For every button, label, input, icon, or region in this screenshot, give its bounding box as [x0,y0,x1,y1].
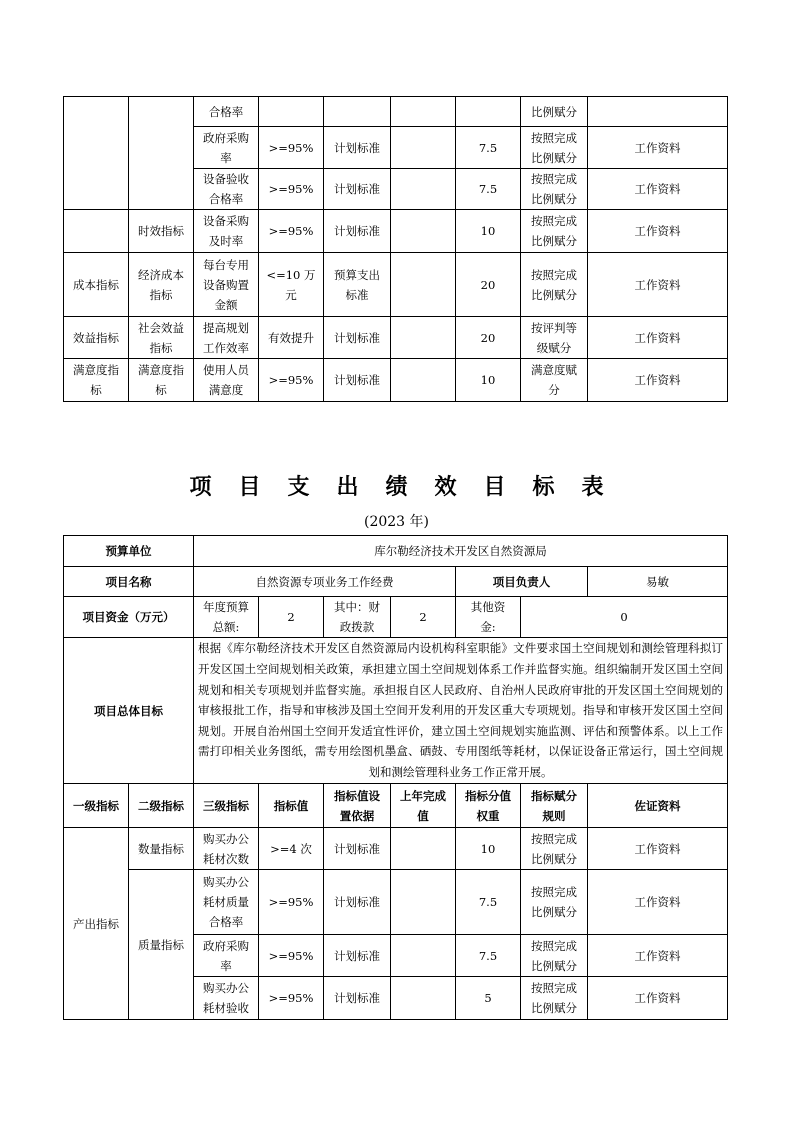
l1-cell: 效益指标 [64,317,129,359]
table-row [64,97,728,127]
table-row [64,870,728,935]
table-row [64,828,728,870]
page-title: 项目支出绩效目标表 [189,474,631,500]
rule-cell: 按照完成 比例赋分 [521,253,588,317]
weight-cell: 10 [456,359,521,402]
basis-cell: 计划标准 [324,317,391,359]
budget-unit-row [64,536,728,567]
prev-cell [391,870,456,935]
l1-cell: 成本指标 [64,253,129,317]
evidence-cell: 工作资料 [588,169,728,210]
project-name-value: 自然资源专项业务工作经费 [194,567,456,597]
l3-cell: 设备验收 合格率 [194,169,259,210]
evidence-cell: 工作资料 [588,127,728,169]
l2-cell: 社会效益 指标 [129,317,194,359]
project-funds-row [64,597,728,638]
l3-cell: 购买办公 耗材验收 [194,977,259,1020]
project-leader-label: 项目负责人 [456,567,588,597]
indicator-table-continued [63,96,728,402]
l2-cell: 满意度指 标 [129,359,194,402]
basis-cell: 计划标准 [324,127,391,169]
basis-cell: 计划标准 [324,935,391,977]
value-cell: >=95% [259,359,324,402]
weight-cell: 20 [456,253,521,317]
header-prev: 上年完成 值 [391,784,456,828]
table-row [64,317,728,359]
l3-cell: 使用人员 满意度 [194,359,259,402]
basis-cell: 计划标准 [324,210,391,253]
l3-cell: 购买办公 耗材质量 合格率 [194,870,259,935]
weight-cell [456,97,521,127]
annual-budget-label: 年度预算 总额: [194,597,259,638]
l2-cell: 质量指标 [129,870,194,1020]
l1-cell: 产出指标 [64,828,129,1020]
project-funds-label: 项目资金（万元） [64,597,194,638]
header-l2: 二级指标 [129,784,194,828]
l2-cell: 数量指标 [129,828,194,870]
weight-cell: 7.5 [456,935,521,977]
value-cell: <=10 万元 [259,253,324,317]
value-cell: >=95% [259,169,324,210]
fiscal-funds-label: 其中：财 政拨款 [324,597,391,638]
prev-cell [391,97,456,127]
budget-unit-value: 库尔勒经济技术开发区自然资源局 [194,536,728,567]
rule-cell: 按照完成 比例赋分 [521,210,588,253]
rule-cell: 按评判等 级赋分 [521,317,588,359]
table-row [64,359,728,402]
basis-cell: 预算支出 标准 [324,253,391,317]
rule-cell: 比例赋分 [521,97,588,127]
page-subtitle: (2023 年) [363,514,429,530]
project-name-row [64,567,728,597]
l1-cell [64,210,129,253]
l3-cell: 合格率 [194,97,259,127]
prev-cell [391,828,456,870]
value-cell: >=95% [259,210,324,253]
other-funds-value: 0 [521,597,728,638]
l3-cell: 政府采购 率 [194,127,259,169]
prev-cell [391,127,456,169]
evidence-cell [588,97,728,127]
weight-cell: 7.5 [456,870,521,935]
weight-cell: 7.5 [456,169,521,210]
table-row [64,210,728,253]
evidence-cell: 工作资料 [588,253,728,317]
basis-cell: 计划标准 [324,359,391,402]
rule-cell: 按照完成 比例赋分 [521,169,588,210]
header-l3: 三级指标 [194,784,259,828]
prev-cell [391,210,456,253]
rule-cell: 按照完成 比例赋分 [521,828,588,870]
rule-cell: 按照完成 比例赋分 [521,935,588,977]
l3-cell: 购买办公 耗材次数 [194,828,259,870]
rule-cell: 按照完成 比例赋分 [521,127,588,169]
annual-budget-value: 2 [259,597,324,638]
value-cell [259,97,324,127]
basis-cell: 计划标准 [324,169,391,210]
l3-cell: 设备采购 及时率 [194,210,259,253]
rule-cell: 按照完成 比例赋分 [521,870,588,935]
weight-cell: 10 [456,828,521,870]
header-evidence: 佐证资料 [588,784,728,828]
header-l1: 一级指标 [64,784,129,828]
overall-goal-label: 项目总体目标 [64,638,194,784]
l2-cell: 经济成本 指标 [129,253,194,317]
basis-cell: 计划标准 [324,828,391,870]
table-row [64,253,728,317]
evidence-cell: 工作资料 [588,870,728,935]
value-cell: >=95% [259,870,324,935]
evidence-cell: 工作资料 [588,359,728,402]
evidence-cell: 工作资料 [588,317,728,359]
basis-cell: 计划标准 [324,977,391,1020]
l2-cell: 时效指标 [129,210,194,253]
weight-cell: 20 [456,317,521,359]
evidence-cell: 工作资料 [588,828,728,870]
l1-cell [64,97,129,210]
rule-cell: 按照完成 比例赋分 [521,977,588,1020]
performance-target-table [63,535,728,1020]
l1-cell: 满意度指 标 [64,359,129,402]
prev-cell [391,977,456,1020]
budget-unit-label: 预算单位 [64,536,194,567]
prev-cell [391,169,456,210]
l3-cell: 政府采购 率 [194,935,259,977]
header-weight: 指标分值 权重 [456,784,521,828]
other-funds-label: 其他资 金: [456,597,521,638]
basis-cell: 计划标准 [324,870,391,935]
weight-cell: 10 [456,210,521,253]
value-cell: 有效提升 [259,317,324,359]
prev-cell [391,253,456,317]
overall-goal-text: 根据《库尔勒经济技术开发区自然资源局内设机构科室职能》文件要求国土空间规划和测绘管理科拟订开发区国土空间规划相关政策，承担建立国土空间规划体系工作并监督实施。组织编制开发区国土空间规划和相关专项规划并监督实施。承担报自区人民政府、自治州人民政府审批的开发区国土空间规划的审核报批工作，指导和审核涉及国土空间开发利用的开发区重大专项规划。指导和审核开发区国土空间规划。开展自治州国土空间开发适宜性评价，建立国土空间规划实施监测、评估和预警体系。以上工作需打印相关业务图纸，需专用绘图机墨盒、硒鼓、专用图纸等耗材，以保证设备正常运行，国土空间规划和测绘管理科业务工作正常开展。 [194,638,728,784]
evidence-cell: 工作资料 [588,977,728,1020]
value-cell: >=95% [259,977,324,1020]
project-leader-value: 易敏 [588,567,728,597]
prev-cell [391,359,456,402]
header-value: 指标值 [259,784,324,828]
value-cell: >=95% [259,127,324,169]
project-name-label: 项目名称 [64,567,194,597]
overall-goal-row [64,638,728,784]
value-cell: >=95% [259,935,324,977]
prev-cell [391,935,456,977]
value-cell: >=4 次 [259,828,324,870]
l3-cell: 提高规划 工作效率 [194,317,259,359]
prev-cell [391,317,456,359]
rule-cell: 满意度赋 分 [521,359,588,402]
basis-cell [324,97,391,127]
weight-cell: 7.5 [456,127,521,169]
header-basis: 指标值设 置依据 [324,784,391,828]
header-rule: 指标赋分 规则 [521,784,588,828]
l2-cell [129,97,194,210]
weight-cell: 5 [456,977,521,1020]
evidence-cell: 工作资料 [588,935,728,977]
fiscal-funds-value: 2 [391,597,456,638]
l3-cell: 每台专用 设备购置 金额 [194,253,259,317]
header-row [64,784,728,828]
evidence-cell: 工作资料 [588,210,728,253]
